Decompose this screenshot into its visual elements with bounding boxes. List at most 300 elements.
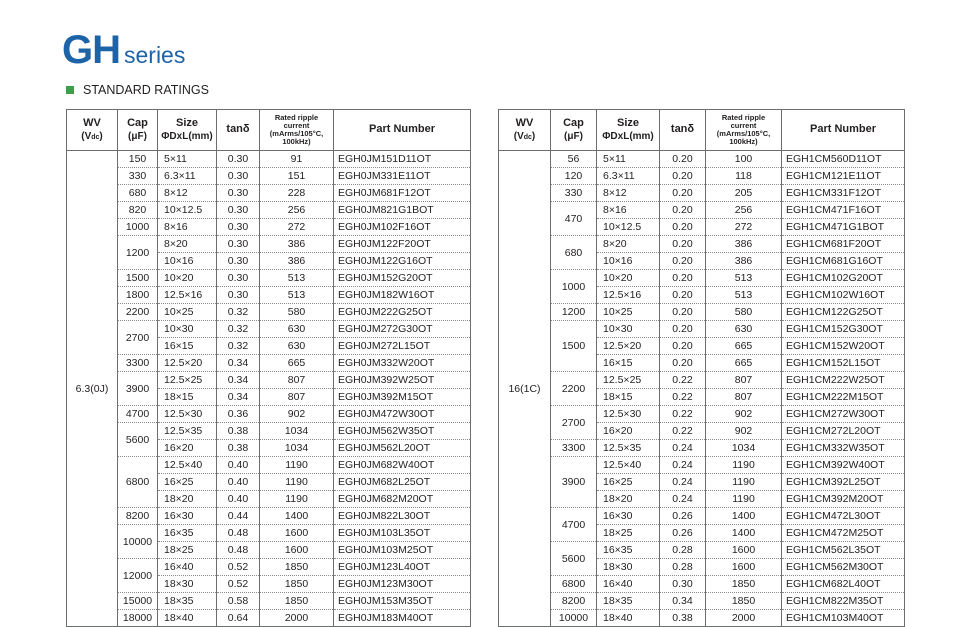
cap-cell: 2200 bbox=[551, 372, 597, 406]
part-number-cell: EGH0JM682W40OT bbox=[334, 457, 471, 474]
size-cell: 10×25 bbox=[597, 304, 660, 321]
part-number-cell: EGH0JM682M20OT bbox=[334, 491, 471, 508]
tan-cell: 0.20 bbox=[660, 219, 706, 236]
tan-cell: 0.52 bbox=[217, 576, 260, 593]
table-row bbox=[499, 202, 905, 219]
table-header-row bbox=[499, 110, 905, 151]
tan-cell: 0.20 bbox=[660, 202, 706, 219]
part-number-cell: EGH1CM122G25OT bbox=[782, 304, 905, 321]
part-number-cell: EGH1CM471G1BOT bbox=[782, 219, 905, 236]
cap-cell: 330 bbox=[118, 168, 158, 185]
ripple-cell: 580 bbox=[260, 304, 334, 321]
ripple-cell: 630 bbox=[260, 338, 334, 355]
cap-cell: 1000 bbox=[118, 219, 158, 236]
size-cell: 6.3×11 bbox=[597, 168, 660, 185]
part-number-cell: EGH0JM272G30OT bbox=[334, 321, 471, 338]
size-cell: 12.5×40 bbox=[597, 457, 660, 474]
table-row bbox=[499, 236, 905, 253]
part-number-cell: EGH0JM122F20OT bbox=[334, 236, 471, 253]
size-cell: 12.5×35 bbox=[597, 440, 660, 457]
tan-cell: 0.20 bbox=[660, 304, 706, 321]
part-number-cell: EGH0JM222G25OT bbox=[334, 304, 471, 321]
series-title bbox=[62, 30, 185, 70]
cap-cell: 1000 bbox=[551, 270, 597, 304]
size-cell: 8×16 bbox=[597, 202, 660, 219]
cap-cell: 6800 bbox=[118, 457, 158, 508]
cap-cell: 6800 bbox=[551, 576, 597, 593]
size-label: Size bbox=[616, 117, 639, 130]
size-header bbox=[597, 110, 660, 151]
section-heading bbox=[66, 83, 209, 97]
size-cell: 18×40 bbox=[597, 610, 660, 627]
cap-cell: 3900 bbox=[551, 457, 597, 508]
size-cell: 18×30 bbox=[597, 559, 660, 576]
cap-label: Cap bbox=[563, 117, 584, 130]
part-number-cell: EGH1CM392L25OT bbox=[782, 474, 905, 491]
part-number-cell: EGH1CM331F12OT bbox=[782, 185, 905, 202]
table-row bbox=[67, 151, 471, 168]
tan-cell: 0.22 bbox=[660, 389, 706, 406]
wv-unit-sub: dc bbox=[523, 133, 532, 141]
tan-cell: 0.36 bbox=[217, 406, 260, 423]
tan-cell: 0.20 bbox=[660, 185, 706, 202]
ripple-cell: 1600 bbox=[706, 559, 782, 576]
cap-cell: 330 bbox=[551, 185, 597, 202]
ratings-table-16v bbox=[498, 109, 905, 627]
size-cell: 8×20 bbox=[597, 236, 660, 253]
ripple-cell: 386 bbox=[706, 253, 782, 270]
cap-cell: 1200 bbox=[118, 236, 158, 270]
table-row bbox=[67, 525, 471, 542]
size-cell: 16×35 bbox=[158, 525, 217, 542]
ripple-cell: 1850 bbox=[260, 576, 334, 593]
ripple-cell: 205 bbox=[706, 185, 782, 202]
part-number-cell: EGH1CM472M25OT bbox=[782, 525, 905, 542]
ripple-cell: 513 bbox=[260, 287, 334, 304]
ripple-line-4: 100kHz) bbox=[729, 137, 758, 147]
part-number-cell: EGH0JM681F12OT bbox=[334, 185, 471, 202]
part-number-cell: EGH1CM272W30OT bbox=[782, 406, 905, 423]
ripple-cell: 665 bbox=[260, 355, 334, 372]
size-cell: 18×20 bbox=[597, 491, 660, 508]
table-row bbox=[67, 185, 471, 202]
size-cell: 16×25 bbox=[158, 474, 217, 491]
part-number-cell: EGH1CM471F16OT bbox=[782, 202, 905, 219]
table-row bbox=[67, 457, 471, 474]
table-row bbox=[67, 202, 471, 219]
size-unit: ΦDxL(mm) bbox=[161, 130, 213, 142]
size-cell: 18×40 bbox=[158, 610, 217, 627]
ripple-cell: 1190 bbox=[706, 491, 782, 508]
part-number-cell: EGH1CM681G16OT bbox=[782, 253, 905, 270]
table-row bbox=[67, 610, 471, 627]
ripple-cell: 1850 bbox=[706, 593, 782, 610]
tan-cell: 0.30 bbox=[217, 287, 260, 304]
tan-cell: 0.52 bbox=[217, 559, 260, 576]
ripple-cell: 665 bbox=[706, 338, 782, 355]
cap-unit: (μF) bbox=[564, 130, 583, 142]
part-number-cell: EGH1CM152L15OT bbox=[782, 355, 905, 372]
tan-cell: 0.20 bbox=[660, 168, 706, 185]
size-cell: 16×15 bbox=[597, 355, 660, 372]
size-cell: 8×12 bbox=[597, 185, 660, 202]
table-row bbox=[499, 270, 905, 287]
size-cell: 16×40 bbox=[158, 559, 217, 576]
table-row bbox=[499, 304, 905, 321]
ripple-cell: 902 bbox=[260, 406, 334, 423]
ripple-cell: 1190 bbox=[260, 457, 334, 474]
green-square-icon bbox=[66, 86, 74, 94]
part-number-cell: EGH0JM123M30OT bbox=[334, 576, 471, 593]
cap-cell: 56 bbox=[551, 151, 597, 168]
size-cell: 12.5×16 bbox=[597, 287, 660, 304]
tan-cell: 0.48 bbox=[217, 525, 260, 542]
ripple-cell: 100 bbox=[706, 151, 782, 168]
cap-header bbox=[118, 110, 158, 151]
size-cell: 16×40 bbox=[597, 576, 660, 593]
cap-cell: 2700 bbox=[551, 406, 597, 440]
ripple-cell: 386 bbox=[260, 253, 334, 270]
part-number-cell: EGH1CM560D11OT bbox=[782, 151, 905, 168]
table-row bbox=[67, 355, 471, 372]
section-title: STANDARD RATINGS bbox=[83, 83, 209, 97]
tan-cell: 0.32 bbox=[217, 304, 260, 321]
cap-cell: 150 bbox=[118, 151, 158, 168]
tan-cell: 0.20 bbox=[660, 236, 706, 253]
size-cell: 18×15 bbox=[158, 389, 217, 406]
size-cell: 16×30 bbox=[158, 508, 217, 525]
table-row bbox=[67, 168, 471, 185]
tan-cell: 0.44 bbox=[217, 508, 260, 525]
cap-label: Cap bbox=[127, 117, 148, 130]
ripple-cell: 1850 bbox=[260, 559, 334, 576]
part-number-cell: EGH0JM272L15OT bbox=[334, 338, 471, 355]
tan-cell: 0.20 bbox=[660, 253, 706, 270]
size-cell: 10×12.5 bbox=[597, 219, 660, 236]
part-number-cell: EGH1CM332W35OT bbox=[782, 440, 905, 457]
cap-cell: 820 bbox=[118, 202, 158, 219]
tan-cell: 0.30 bbox=[217, 236, 260, 253]
part-number-cell: EGH0JM682L25OT bbox=[334, 474, 471, 491]
tan-cell: 0.24 bbox=[660, 457, 706, 474]
size-cell: 8×12 bbox=[158, 185, 217, 202]
voltage-cell: 6.3(0J) bbox=[67, 151, 118, 627]
tan-cell: 0.34 bbox=[217, 389, 260, 406]
part-number-cell: EGH1CM272L20OT bbox=[782, 423, 905, 440]
tan-cell: 0.48 bbox=[217, 542, 260, 559]
part-number-cell: EGH1CM102W16OT bbox=[782, 287, 905, 304]
ripple-cell: 807 bbox=[260, 389, 334, 406]
wv-label: WV bbox=[83, 117, 101, 130]
ripple-cell: 580 bbox=[706, 304, 782, 321]
part-number-cell: EGH0JM392W25OT bbox=[334, 372, 471, 389]
part-header: Part Number bbox=[334, 110, 471, 151]
ripple-cell: 1190 bbox=[260, 491, 334, 508]
table-row bbox=[499, 457, 905, 474]
ripple-line-3: (mArms/105°C, bbox=[716, 129, 771, 138]
part-number-cell: EGH1CM102G20OT bbox=[782, 270, 905, 287]
table-row bbox=[67, 287, 471, 304]
table-row bbox=[499, 185, 905, 202]
size-cell: 12.5×30 bbox=[158, 406, 217, 423]
tan-cell: 0.22 bbox=[660, 372, 706, 389]
size-cell: 12.5×20 bbox=[597, 338, 660, 355]
ripple-cell: 256 bbox=[706, 202, 782, 219]
ripple-cell: 272 bbox=[260, 219, 334, 236]
wv-header bbox=[499, 110, 551, 151]
ripple-cell: 807 bbox=[706, 389, 782, 406]
size-cell: 18×15 bbox=[597, 389, 660, 406]
cap-cell: 4700 bbox=[118, 406, 158, 423]
table-row bbox=[499, 440, 905, 457]
cap-cell: 1200 bbox=[551, 304, 597, 321]
tan-cell: 0.32 bbox=[217, 321, 260, 338]
ripple-header bbox=[260, 110, 334, 151]
ripple-cell: 1190 bbox=[706, 474, 782, 491]
tan-cell: 0.28 bbox=[660, 542, 706, 559]
cap-cell: 1500 bbox=[551, 321, 597, 372]
wv-unit-open: (V bbox=[513, 130, 524, 142]
table-row bbox=[67, 321, 471, 338]
size-cell: 18×35 bbox=[597, 593, 660, 610]
ripple-cell: 386 bbox=[706, 236, 782, 253]
tan-cell: 0.34 bbox=[217, 355, 260, 372]
size-cell: 18×25 bbox=[158, 542, 217, 559]
size-cell: 16×30 bbox=[597, 508, 660, 525]
cap-cell: 1500 bbox=[118, 270, 158, 287]
part-number-cell: EGH1CM222M15OT bbox=[782, 389, 905, 406]
size-cell: 12.5×40 bbox=[158, 457, 217, 474]
ripple-cell: 902 bbox=[706, 423, 782, 440]
cap-cell: 2200 bbox=[118, 304, 158, 321]
table-row bbox=[499, 372, 905, 389]
size-cell: 10×25 bbox=[158, 304, 217, 321]
part-number-cell: EGH0JM122G16OT bbox=[334, 253, 471, 270]
ripple-cell: 91 bbox=[260, 151, 334, 168]
tan-cell: 0.38 bbox=[217, 423, 260, 440]
cap-cell: 18000 bbox=[118, 610, 158, 627]
size-cell: 5×11 bbox=[597, 151, 660, 168]
ripple-cell: 513 bbox=[706, 270, 782, 287]
tan-cell: 0.26 bbox=[660, 525, 706, 542]
part-number-cell: EGH1CM562M30OT bbox=[782, 559, 905, 576]
size-cell: 5×11 bbox=[158, 151, 217, 168]
ripple-cell: 807 bbox=[260, 372, 334, 389]
ripple-cell: 1034 bbox=[706, 440, 782, 457]
size-cell: 18×25 bbox=[597, 525, 660, 542]
cap-cell: 470 bbox=[551, 202, 597, 236]
wv-unit-open: (V bbox=[81, 130, 92, 142]
ripple-line-2: current bbox=[730, 120, 757, 130]
ripple-header bbox=[706, 110, 782, 151]
ripple-line-4: 100kHz) bbox=[282, 137, 311, 147]
ripple-cell: 228 bbox=[260, 185, 334, 202]
tan-cell: 0.30 bbox=[217, 270, 260, 287]
wv-unit-close: ) bbox=[531, 130, 536, 142]
part-number-cell: EGH0JM183M40OT bbox=[334, 610, 471, 627]
tan-cell: 0.22 bbox=[660, 423, 706, 440]
tan-cell: 0.20 bbox=[660, 287, 706, 304]
part-number-cell: EGH0JM472W30OT bbox=[334, 406, 471, 423]
tan-cell: 0.30 bbox=[217, 151, 260, 168]
tan-cell: 0.64 bbox=[217, 610, 260, 627]
part-number-cell: EGH1CM681F20OT bbox=[782, 236, 905, 253]
cap-cell: 3900 bbox=[118, 372, 158, 406]
ripple-cell: 902 bbox=[706, 406, 782, 423]
cap-cell: 2700 bbox=[118, 321, 158, 355]
tan-cell: 0.24 bbox=[660, 440, 706, 457]
wv-unit-close: ) bbox=[99, 130, 103, 142]
tan-cell: 0.40 bbox=[217, 491, 260, 508]
part-number-cell: EGH0JM821G1BOT bbox=[334, 202, 471, 219]
ripple-cell: 630 bbox=[706, 321, 782, 338]
part-number-cell: EGH1CM392M20OT bbox=[782, 491, 905, 508]
size-cell: 8×20 bbox=[158, 236, 217, 253]
size-cell: 16×20 bbox=[597, 423, 660, 440]
size-cell: 16×15 bbox=[158, 338, 217, 355]
table-row bbox=[67, 593, 471, 610]
tan-cell: 0.20 bbox=[660, 270, 706, 287]
tan-cell: 0.20 bbox=[660, 321, 706, 338]
ripple-cell: 1400 bbox=[706, 525, 782, 542]
ripple-line-2: current bbox=[283, 120, 310, 130]
size-label: Size bbox=[175, 117, 198, 130]
ripple-cell: 1190 bbox=[706, 457, 782, 474]
part-number-cell: EGH0JM182W16OT bbox=[334, 287, 471, 304]
cap-cell: 8200 bbox=[118, 508, 158, 525]
series-word: series bbox=[124, 42, 186, 68]
cap-cell: 8200 bbox=[551, 593, 597, 610]
cap-cell: 1800 bbox=[118, 287, 158, 304]
part-number-cell: EGH1CM222W25OT bbox=[782, 372, 905, 389]
ripple-cell: 1850 bbox=[706, 576, 782, 593]
series-code: GH bbox=[62, 28, 120, 72]
tan-cell: 0.40 bbox=[217, 474, 260, 491]
size-cell: 12.5×35 bbox=[158, 423, 217, 440]
wv-label: WV bbox=[515, 117, 534, 130]
cap-cell: 5600 bbox=[118, 423, 158, 457]
part-number-cell: EGH1CM822M35OT bbox=[782, 593, 905, 610]
table-row bbox=[499, 542, 905, 559]
voltage-cell: 16(1C) bbox=[499, 151, 551, 627]
table-row bbox=[499, 508, 905, 525]
size-cell: 10×16 bbox=[158, 253, 217, 270]
tan-cell: 0.38 bbox=[660, 610, 706, 627]
tan-cell: 0.24 bbox=[660, 491, 706, 508]
table-row bbox=[67, 270, 471, 287]
size-unit: ΦDxL(mm) bbox=[602, 130, 654, 142]
part-header: Part Number bbox=[782, 110, 905, 151]
part-number-cell: EGH1CM103M40OT bbox=[782, 610, 905, 627]
part-number-cell: EGH0JM562L20OT bbox=[334, 440, 471, 457]
ripple-cell: 1600 bbox=[260, 542, 334, 559]
part-number-cell: EGH0JM562W35OT bbox=[334, 423, 471, 440]
size-cell: 12.5×20 bbox=[158, 355, 217, 372]
cap-cell: 680 bbox=[118, 185, 158, 202]
part-number-cell: EGH0JM102F16OT bbox=[334, 219, 471, 236]
tan-cell: 0.30 bbox=[660, 576, 706, 593]
cap-cell: 3300 bbox=[118, 355, 158, 372]
ripple-cell: 1850 bbox=[260, 593, 334, 610]
ripple-cell: 2000 bbox=[260, 610, 334, 627]
tan-cell: 0.34 bbox=[217, 372, 260, 389]
table-row bbox=[67, 423, 471, 440]
part-number-cell: EGH0JM151D11OT bbox=[334, 151, 471, 168]
table-header-row bbox=[67, 110, 471, 151]
ratings-table-6v3 bbox=[66, 109, 471, 627]
size-cell: 18×30 bbox=[158, 576, 217, 593]
part-number-cell: EGH0JM392M15OT bbox=[334, 389, 471, 406]
size-cell: 10×20 bbox=[158, 270, 217, 287]
table-row bbox=[499, 576, 905, 593]
part-number-cell: EGH1CM152W20OT bbox=[782, 338, 905, 355]
part-number-cell: EGH0JM332W20OT bbox=[334, 355, 471, 372]
wv-unit-sub: dc bbox=[91, 133, 100, 141]
size-cell: 18×35 bbox=[158, 593, 217, 610]
part-number-cell: EGH1CM392W40OT bbox=[782, 457, 905, 474]
cap-cell: 10000 bbox=[118, 525, 158, 559]
table-row bbox=[67, 372, 471, 389]
part-number-cell: EGH0JM123L40OT bbox=[334, 559, 471, 576]
ripple-line-1: Rated ripple bbox=[721, 112, 766, 122]
table-row bbox=[67, 236, 471, 253]
cap-cell: 12000 bbox=[118, 559, 158, 593]
tan-cell: 0.30 bbox=[217, 185, 260, 202]
size-cell: 18×20 bbox=[158, 491, 217, 508]
tan-cell: 0.38 bbox=[217, 440, 260, 457]
tan-cell: 0.24 bbox=[660, 474, 706, 491]
ripple-cell: 386 bbox=[260, 236, 334, 253]
part-number-cell: EGH1CM152G30OT bbox=[782, 321, 905, 338]
ripple-cell: 256 bbox=[260, 202, 334, 219]
size-cell: 10×30 bbox=[158, 321, 217, 338]
size-header bbox=[158, 110, 217, 151]
tan-cell: 0.22 bbox=[660, 406, 706, 423]
table-row bbox=[499, 406, 905, 423]
tan-cell: 0.30 bbox=[217, 202, 260, 219]
tan-cell: 0.58 bbox=[217, 593, 260, 610]
ripple-line-3: (mArms/105°C, bbox=[269, 129, 324, 138]
ripple-cell: 513 bbox=[706, 287, 782, 304]
size-cell: 10×12.5 bbox=[158, 202, 217, 219]
wv-unit bbox=[499, 131, 550, 143]
tan-cell: 0.30 bbox=[217, 219, 260, 236]
part-number-cell: EGH0JM152G20OT bbox=[334, 270, 471, 287]
ripple-cell: 1034 bbox=[260, 423, 334, 440]
table-row bbox=[67, 508, 471, 525]
tan-cell: 0.20 bbox=[660, 338, 706, 355]
ripple-cell: 118 bbox=[706, 168, 782, 185]
cap-cell: 15000 bbox=[118, 593, 158, 610]
part-number-cell: EGH0JM103L35OT bbox=[334, 525, 471, 542]
tan-cell: 0.40 bbox=[217, 457, 260, 474]
table-row bbox=[67, 219, 471, 236]
table-row bbox=[67, 304, 471, 321]
ripple-cell: 2000 bbox=[706, 610, 782, 627]
part-number-cell: EGH1CM121E11OT bbox=[782, 168, 905, 185]
ripple-cell: 1400 bbox=[260, 508, 334, 525]
cap-header bbox=[551, 110, 597, 151]
part-number-cell: EGH0JM103M25OT bbox=[334, 542, 471, 559]
ripple-cell: 807 bbox=[706, 372, 782, 389]
tan-header: tanδ bbox=[660, 110, 706, 151]
tan-cell: 0.26 bbox=[660, 508, 706, 525]
size-cell: 12.5×30 bbox=[597, 406, 660, 423]
cap-unit: (μF) bbox=[128, 130, 147, 142]
ripple-cell: 1034 bbox=[260, 440, 334, 457]
table-row bbox=[499, 168, 905, 185]
part-number-cell: EGH1CM472L30OT bbox=[782, 508, 905, 525]
